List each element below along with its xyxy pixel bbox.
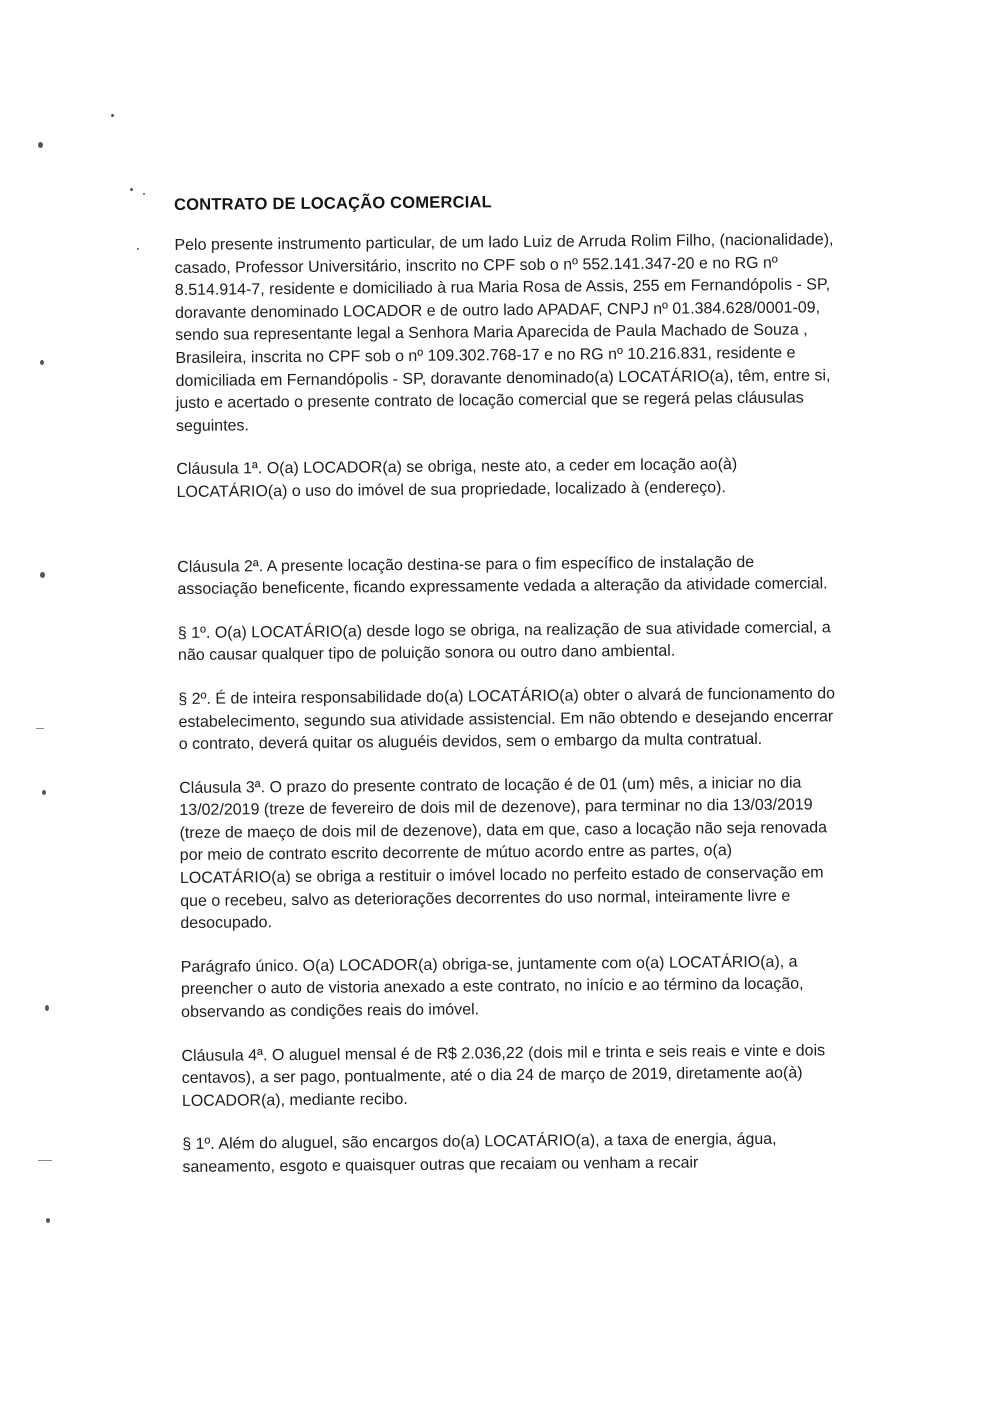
clause-3: Cláusula 3ª. O prazo do presente contrato de locação é de 01 (um) mês, a iniciar no dia 13/02/2019 (treze de fevereiro de dois mil de dezenove), para terminar no dia 13/03/2019 (treze de maeço de dois mil de dezenove), data em que, caso a locação não seja renovada por meio de contrato escrito decorrente de mútuo acordo entre as partes, o(a) LOCATÁRIO(a) se obriga a restituir o imóvel locado no perfeito estado de conservação em que o recebeu, salvo as deteriorações decorrentes do uso normal, inteiramente livre e desocupado. <box>179 774 828 933</box>
clause-1: Cláusula 1ª. O(a) LOCADOR(a) se obriga, neste ato, a ceder em locação ao(à) LOCATÁRIO(a) o uso do imóvel de sua propriedade, localizado à (endereço). <box>176 456 738 501</box>
scan-speck <box>143 193 145 195</box>
scan-speck <box>40 572 45 578</box>
clause-4-section-1: § 1º. Além do aluguel, são encargos do(a) LOCATÁRIO(a), a taxa de energia, água, saneamento, esgoto e quaisquer outras que recaiam ou venham a recair <box>182 1131 777 1176</box>
preamble-paragraph: Pelo presente instrumento particular, de um lado Luiz de Arruda Rolim Filho, (nacionalidade), casado, Professor Universitário, inscrito no CPF sob o nº 552.141.347-20 e no RG nº 8.514.914-7, residente e domiciliado à rua Maria Rosa de Assis, 255 em Fernandópolis - SP, doravante denominado LOCADOR e de outro lado APADAF, CNPJ nº 01.384.628/0001-09, sendo sua representante legal a Senhora Maria Aparecida de Paula Machado de Souza , Brasileira, inscrita no CPF sob o nº 109.302.768-17 e no RG nº 10.216.831, residente e domiciliada em Fernandópolis - SP, doravante denominado(a) LOCATÁRIO(a), têm, entre si, justo e acertado o presente contrato de locação comercial que se regerá pelas cláusulas seguintes. <box>174 231 834 435</box>
clause-2-section-2: § 2º. É de inteira responsabilidade do(a) LOCATÁRIO(a) obter o alvará de funcionamento do estabelecimento, segundo sua atividade assistencial. Em não obtendo e desejando encerrar o contrato, deverá quitar os aluguéis devidos, sem o embargo da multa contratual. <box>178 685 836 754</box>
scan-streak <box>36 728 44 729</box>
scan-speck <box>111 114 114 117</box>
scan-speck <box>38 142 43 148</box>
document-title: CONTRATO DE LOCAÇÃO COMERCIAL <box>174 193 492 214</box>
clause-2-section-1: § 1º. O(a) LOCATÁRIO(a) desde logo se obriga, na realização de sua atividade comercial, a não causar qualquer tipo de poluição sonora ou outro dano ambiental. <box>177 619 831 665</box>
scan-speck <box>137 248 139 250</box>
scan-speck <box>130 188 133 191</box>
contract-body <box>174 190 843 1200</box>
scan-speck <box>40 360 44 365</box>
scan-speck <box>42 790 46 795</box>
clause-4: Cláusula 4ª. O aluguel mensal é de R$ 2.036,22 (dois mil e trinta e seis reais e vinte e dois centavos), a ser pago, pontualmente, até o dia 24 de março de 2019, diretamente ao(à) LOCADOR(a), mediante recibo. <box>181 1041 826 1110</box>
scan-speck <box>46 1218 50 1223</box>
clause-3-sole-paragraph: Parágrafo único. O(a) LOCADOR(a) obriga-se, juntamente com o(a) LOCATÁRIO(a), a preencher o auto de vistoria anexado a este contrato, no início e ao término da locação, observando as condições reais do imóvel. <box>180 953 804 1021</box>
scan-speck <box>45 1005 49 1011</box>
clause-2: Cláusula 2ª. A presente locação destina-se para o fim específico de instalação de associação beneficente, ficando expressamente vedada a alteração da atividade comercial. <box>177 553 828 599</box>
scan-streak <box>38 1160 52 1161</box>
